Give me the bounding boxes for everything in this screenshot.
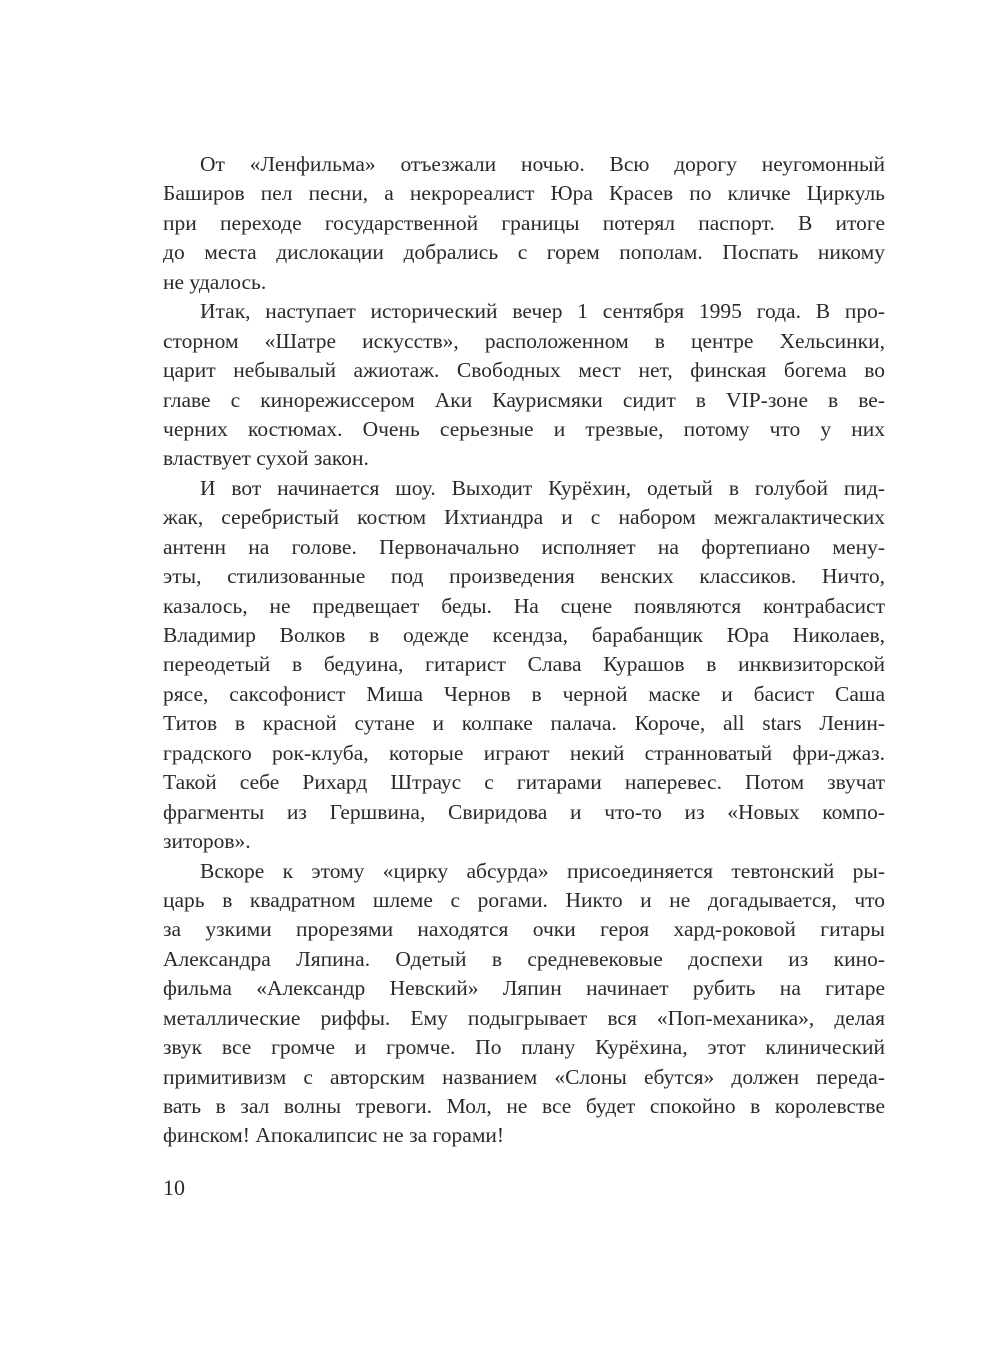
text-line: антенн на голове. Первоначально исполняет на фортепиано мену- [163, 534, 885, 559]
text-line: при переходе государственной границы потерял паспорт. В итоге [163, 210, 885, 235]
text-line: Итак, наступает исторический вечер 1 сентября 1995 года. В про- [200, 299, 885, 324]
text-line: Титов в красной сутане и колпаке палача. Короче, all stars Ленин- [163, 711, 885, 736]
text-line: переодетый в бедуина, гитарист Слава Курашов в инквизиторской [163, 652, 885, 677]
paragraph [163, 474, 885, 857]
text-line: Вскоре к этому «цирку абсурда» присоединяется тевтонский ры- [200, 858, 885, 883]
text-line: фильма «Александр Невский» Ляпин начинает рубить на гитаре [163, 976, 885, 1001]
text-line: черних костюмах. Очень серьезные и трезвые, потому что у них [163, 416, 885, 441]
text-line: рясе, саксофонист Миша Чернов в черной маске и басист Саша [163, 681, 885, 706]
paragraph [163, 150, 885, 297]
text-line: главе с кинорежиссером Аки Каурисмяки сидит в VIP-зоне в ве- [163, 387, 885, 412]
text-line: казалось, не предвещает беды. На сцене появляются контрабасист [163, 593, 885, 618]
text-line: Такой себе Рихард Штраус с гитарами наперевес. Потом звучат [163, 770, 885, 795]
text-line: до места дислокации добрались с горем пополам. Поспать никому [163, 240, 885, 265]
text-line: царь в квадратном шлеме с рогами. Никто и не догадывается, что [163, 887, 885, 912]
text-line: Баширов пел песни, а некрореалист Юра Красев по кличке Циркуль [163, 181, 885, 206]
text-line: градского рок-клуба, которые играют некий странноватый фри-джаз. [163, 740, 885, 765]
text-line: И вот начинается шоу. Выходит Курёхин, одетый в голубой пид- [200, 475, 885, 500]
text-line: металлические риффы. Ему подыгрывает вся «Поп-механика», делая [163, 1005, 885, 1030]
body-text [163, 150, 885, 1151]
text-line: за узкими прорезями находятся очки героя хард-роковой гитары [163, 917, 885, 942]
text-line: зиторов». [163, 829, 251, 854]
paragraph [163, 857, 885, 1151]
text-line: эты, стилизованные под произведения венских классиков. Ничто, [163, 564, 885, 589]
text-line: не удалось. [163, 269, 267, 294]
page-number: 10 [163, 1175, 185, 1200]
paragraph [163, 297, 885, 474]
text-line: вать в зал волны тревоги. Мол, не все будет спокойно в королевстве [163, 1094, 885, 1118]
text-line: Александра Ляпина. Одетый в средневековые доспехи из кино- [163, 946, 885, 971]
text-line: сторном «Шатре искусств», расположенном в центре Хельсинки, [163, 328, 885, 353]
text-line: фрагменты из Гершвина, Свиридова и что-то из «Новых компо- [163, 799, 885, 824]
text-line: Владимир Волков в одежде ксендза, барабанщик Юра Николаев, [163, 623, 885, 647]
text-line: примитивизм с авторским названием «Слоны ебутся» должен переда- [163, 1064, 885, 1089]
text-line: От «Ленфильма» отъезжали ночью. Всю дорогу неугомонный [200, 152, 885, 176]
text-line: звук все громче и громче. По плану Курёхина, этот клинический [163, 1035, 885, 1060]
text-line: жак, серебристый костюм Ихтиандра и с набором межгалактических [163, 505, 885, 530]
text-line: царит небывалый ажиотаж. Свободных мест нет, финская богема во [163, 358, 885, 383]
text-line: властвует сухой закон. [163, 446, 369, 471]
text-line: финском! Апокалипсис не за горами! [163, 1123, 505, 1148]
